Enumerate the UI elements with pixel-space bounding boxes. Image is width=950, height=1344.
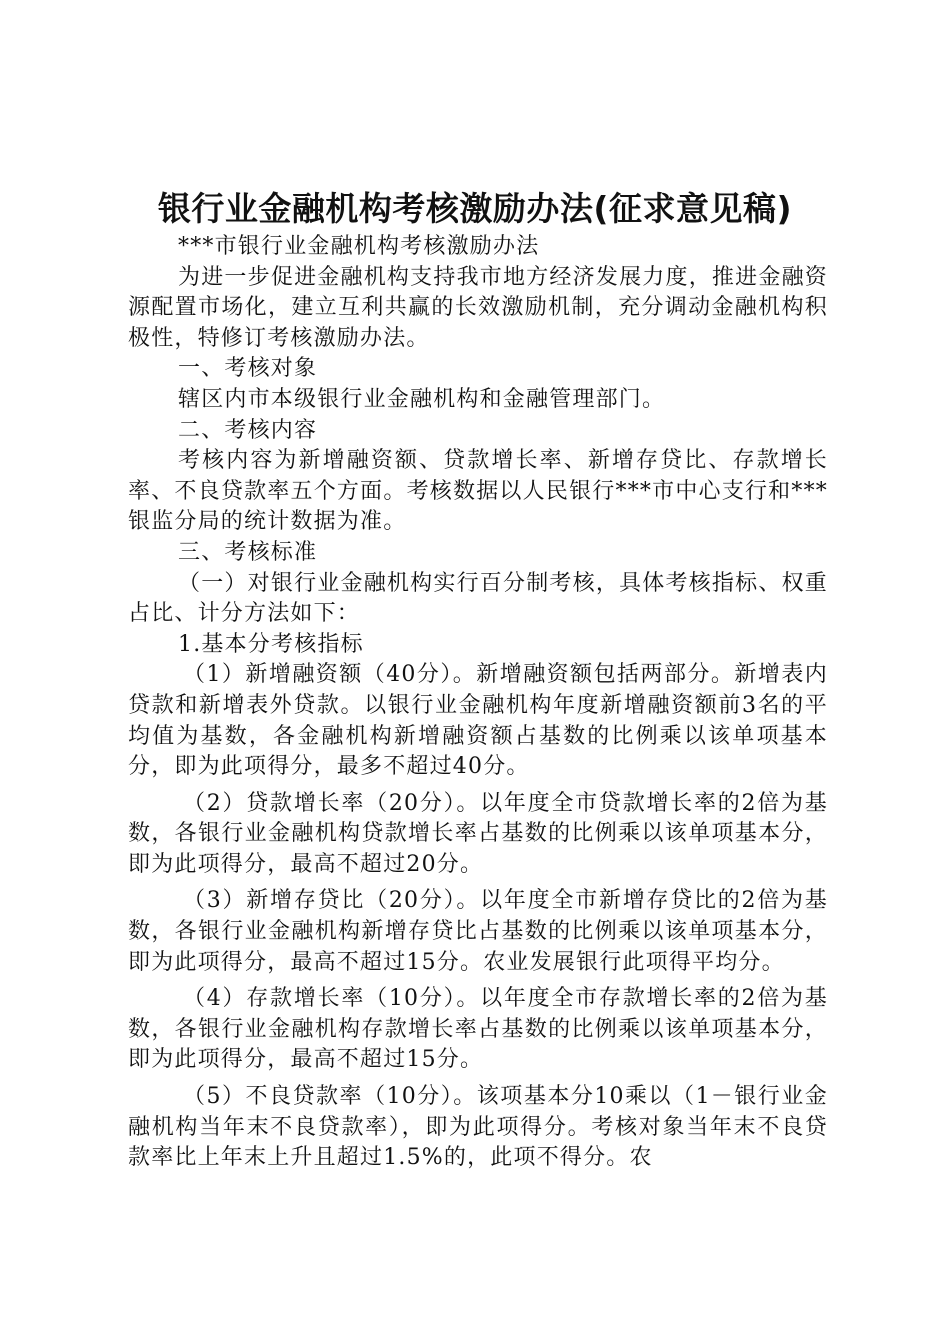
item-npl-ratio: （5）不良贷款率（10分）。该项基本分10乘以（1－银行业金融机构当年末不良贷款率），即为此项得分。考核对象当年末不良贷款率比上年末上升且超过1.5%的，此项不得分。农 [128,1084,828,1171]
document-body [128,232,828,1174]
heading-section-3: 三、考核标准 [178,539,318,565]
paragraph-section-3-intro: （一）对银行业金融机构实行百分制考核，具体考核指标、权重占比、计分方法如下： [128,570,828,627]
document-title: 银行业金融机构考核激励办法(征求意见稿) [157,189,793,228]
item-new-financing: （1）新增融资额（40分）。新增融资额包括两部分。新增表内贷款和新增表外贷款。以银行业金融机构年度新增融资额前3名的平均值为基数，各金融机构新增融资额占基数的比例乘以该单项基本分，即为此项得分，最多不超过40分。 [128,662,828,780]
heading-basic-indicators: 1.基本分考核指标 [178,631,364,657]
item-deposit-growth: （4）存款增长率（10分）。以年度全市存款增长率的2倍为基数，各银行业金融机构存款增长率占基数的比例乘以该单项基本分，即为此项得分，最高不超过15分。 [128,986,828,1073]
paragraph-section-2: 考核内容为新增融资额、贷款增长率、新增存贷比、存款增长率、不良贷款率五个方面。考核数据以人民银行***市中心支行和***银监分局的统计数据为准。 [128,448,828,535]
heading-section-2: 二、考核内容 [178,417,318,443]
paragraph-section-1: 辖区内市本级银行业金融机构和金融管理部门。 [178,386,666,412]
item-loan-growth: （2）贷款增长率（20分）。以年度全市贷款增长率的2倍为基数，各银行业金融机构贷款增长率占基数的比例乘以该单项基本分，即为此项得分，最高不超过20分。 [128,790,828,877]
heading-section-1: 一、考核对象 [178,356,318,382]
paragraph-subtitle: ***市银行业金融机构考核激励办法 [178,234,540,259]
item-deposit-loan-ratio: （3）新增存贷比（20分）。以年度全市新增存贷比的2倍为基数，各银行业金融机构新增存贷比占基数的比例乘以该单项基本分，即为此项得分，最高不超过15分。农业发展银行此项得平均分。 [128,888,828,975]
paragraph-preamble: 为进一步促进金融机构支持我市地方经济发展力度，推进金融资源配置市场化，建立互利共赢的长效激励机制，充分调动金融机构积极性，特修订考核激励办法。 [128,264,828,351]
